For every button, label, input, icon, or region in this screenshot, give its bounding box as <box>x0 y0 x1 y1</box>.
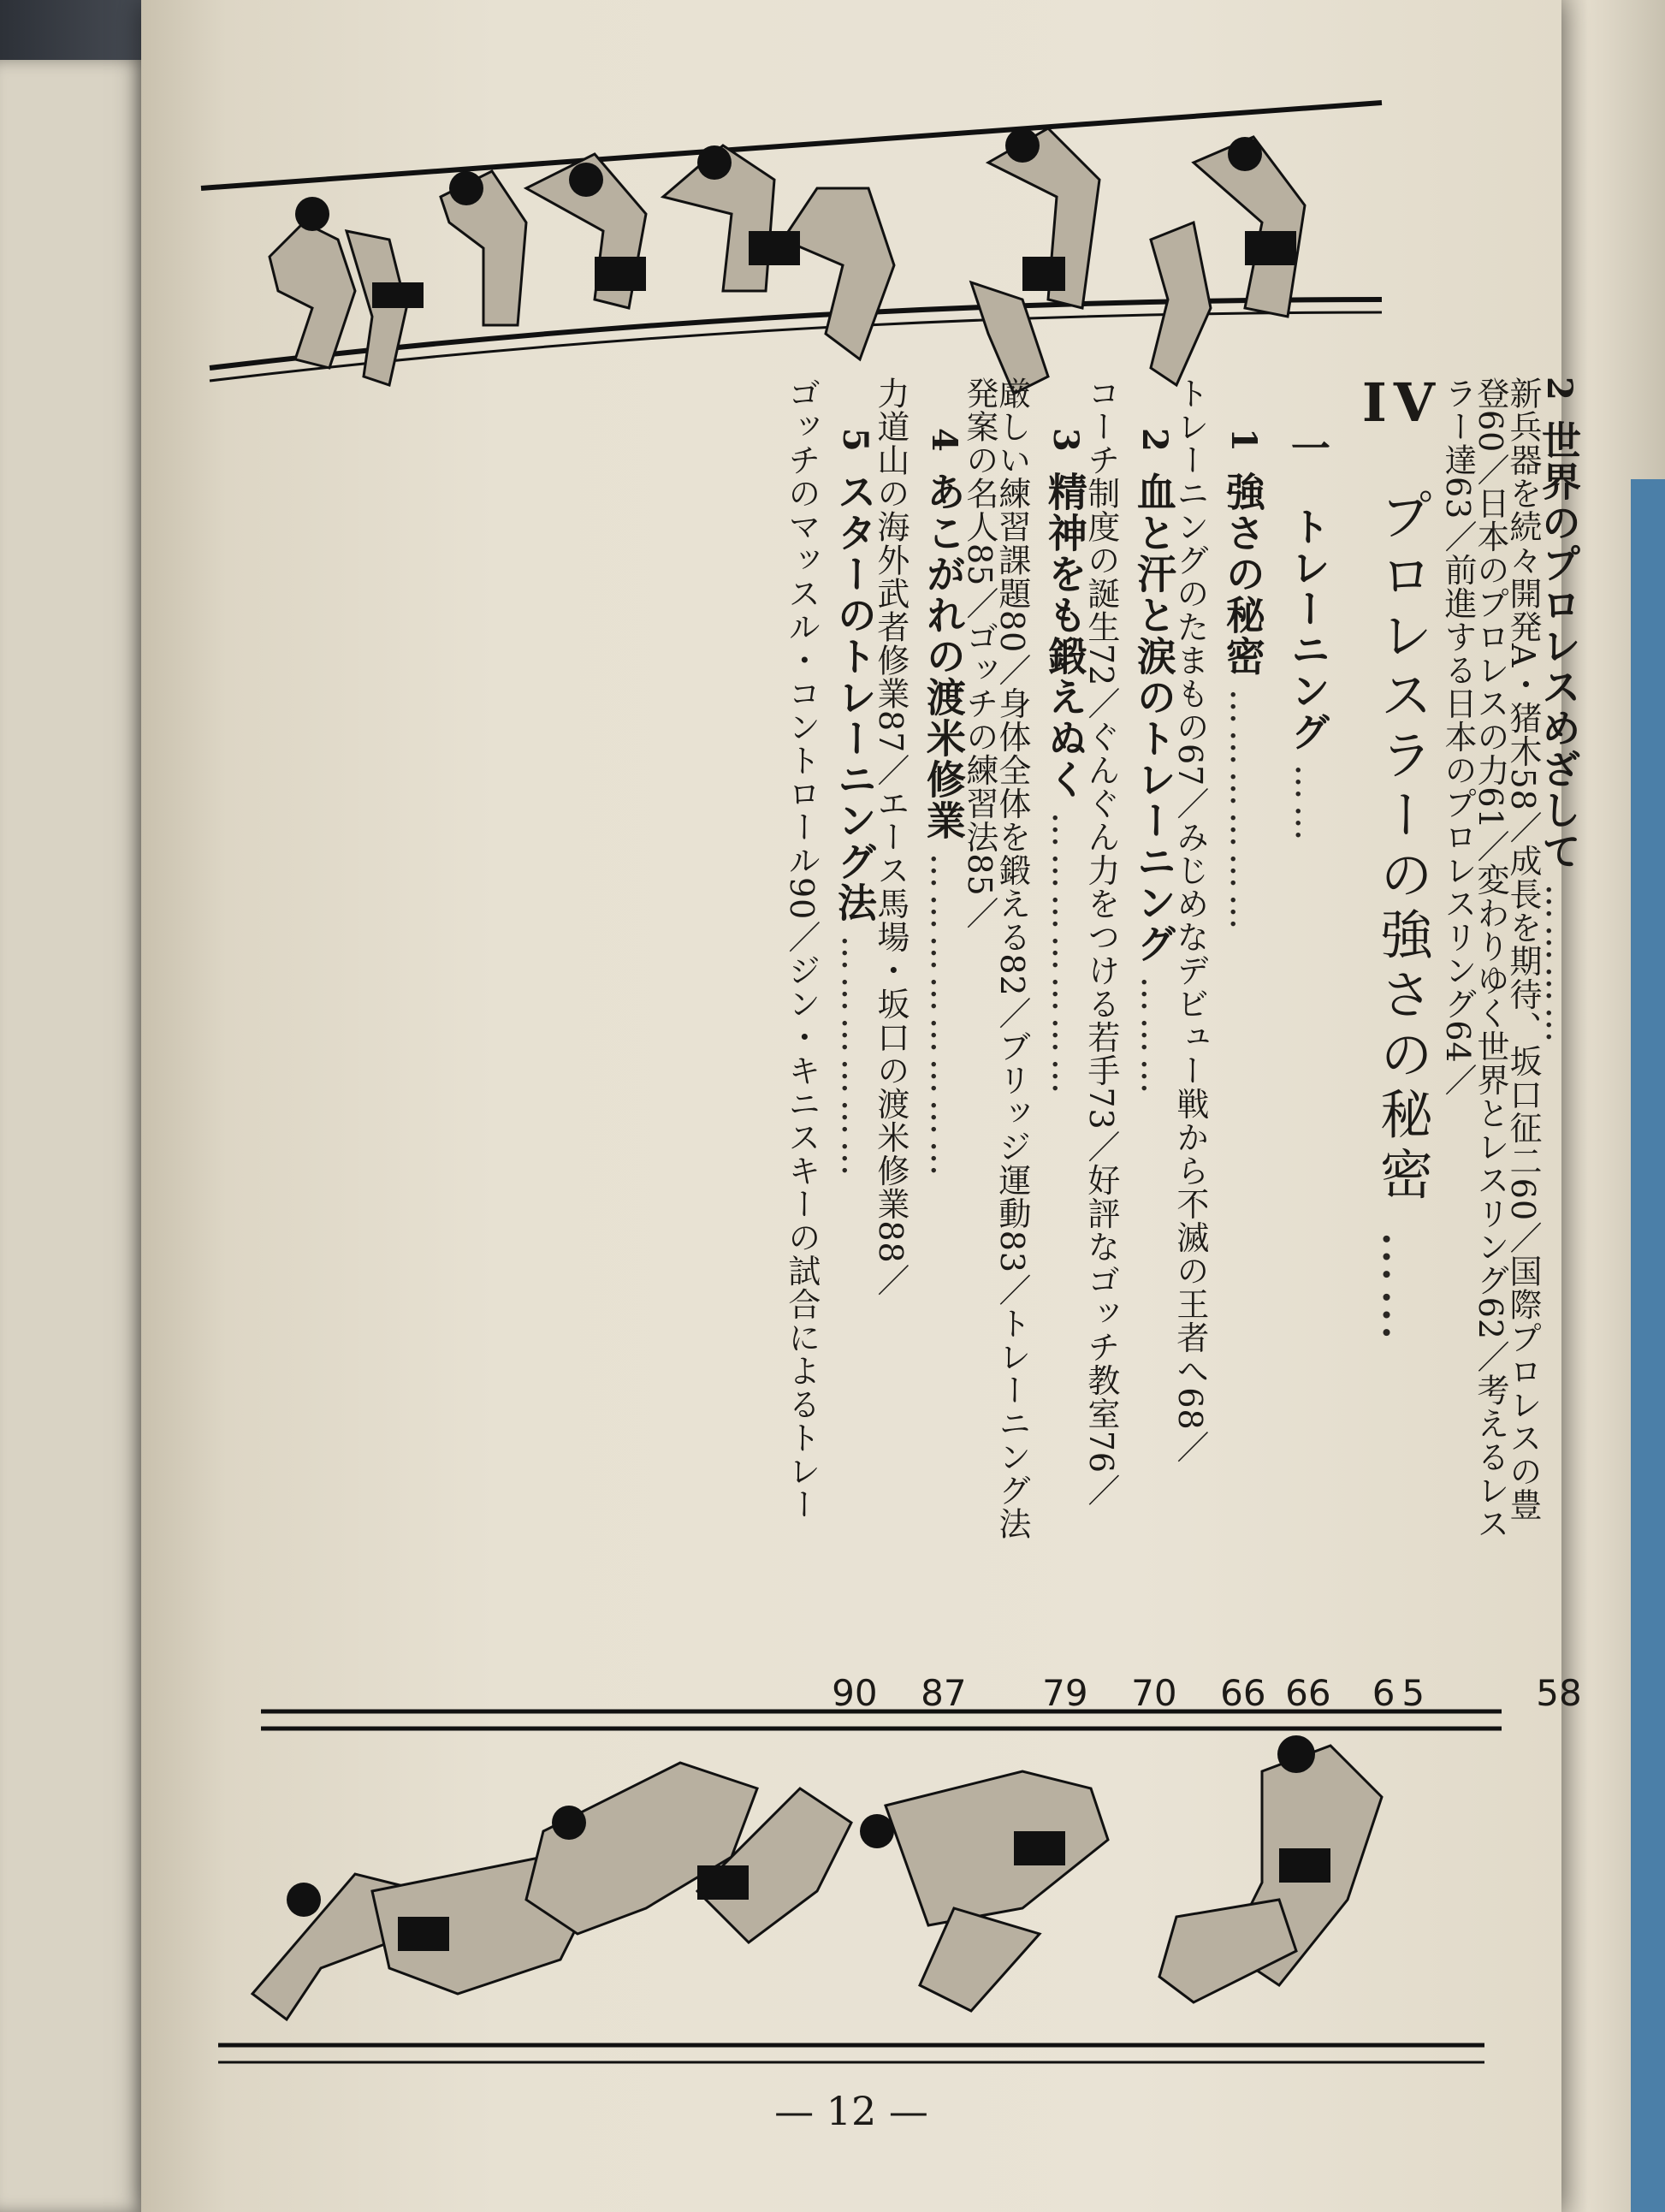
part-title: プロレスラーの強さの秘密 <box>1371 487 1434 1207</box>
toc-subentries: ラー達63／前進する日本のプロレスリング64／ <box>1439 377 1477 1097</box>
entry-title: 強さの秘密 <box>1219 471 1266 678</box>
entry-title: 世界のプロレスめざして <box>1536 420 1582 873</box>
book-page <box>141 0 1582 2212</box>
entry-number: 2 <box>1539 377 1579 400</box>
entry-page-number: 79 <box>1042 1672 1088 1714</box>
toc-section-1[interactable] <box>1284 377 1331 1714</box>
leader-dots: …… <box>1287 763 1330 846</box>
toc-entry-70[interactable] <box>1130 377 1177 1714</box>
section-title: トレーニング <box>1284 506 1331 753</box>
toc-subentries: 力道山の海外武者修業87／エース馬場・坂口の渡米修業88／ <box>871 377 910 1297</box>
part-page-number: 65 <box>1372 1672 1432 1714</box>
toc-subentries: コーチ制度の誕生72／ぐんぐん力をつける若手73／好評なゴッチ教室76／ <box>1081 377 1120 1508</box>
toc-subentries: 登60／日本のプロレスの力61／変わりゆく世界とレスリング62／考えるレス <box>1472 377 1509 1541</box>
leader-dots: …… <box>1371 1230 1434 1347</box>
toc-entry-87[interactable] <box>920 377 967 1714</box>
entry-page-number: 90 <box>832 1672 878 1714</box>
leader-dots: …………………… <box>922 852 965 1182</box>
entry-page-number: 58 <box>1536 1672 1582 1714</box>
toc-part-IV[interactable] <box>1361 371 1442 1714</box>
toc-subentries: 厳しい練習課題80／身体全体を鍛える82／ブリッジ運動83／トレーニング法 <box>992 377 1031 1541</box>
leader-dots: ……… <box>1133 976 1176 1100</box>
part-roman-numeral: IV <box>1361 371 1442 434</box>
leader-dots: ………………… <box>1044 811 1087 1100</box>
entry-number: 5 <box>834 428 875 452</box>
section-page-number: 66 <box>1285 1672 1331 1714</box>
page-number: — 12 — <box>774 2088 928 2134</box>
entry-page-number: 66 <box>1220 1672 1266 1714</box>
entry-number: 2 <box>1134 428 1175 452</box>
entry-number: 1 <box>1223 428 1264 452</box>
previous-page-edge <box>0 60 150 2212</box>
entry-title: あこがれの渡米修業 <box>920 471 967 842</box>
toc-subentries: 新兵器を続々開発A・猪木58／成長を期待、坂口征二60／国際プロレスの豊 <box>1504 377 1542 1522</box>
blue-book-spine <box>1631 479 1665 2212</box>
toc-entry-58[interactable] <box>1536 377 1582 1714</box>
entry-title: 精神をも鍛えぬく <box>1041 471 1088 801</box>
toc-subentries: ゴッチのマッスル・コントロール90／ジン・キニスキーの試合によるトレー <box>782 377 821 1521</box>
entry-number: 4 <box>923 428 964 452</box>
top-wrestler-illustration <box>184 86 1484 411</box>
section-number: 一 <box>1284 428 1331 469</box>
entry-number: 3 <box>1045 428 1086 452</box>
toc-entry-79[interactable] <box>1041 377 1088 1714</box>
table-of-contents <box>329 371 1582 1714</box>
toc-entry-66[interactable] <box>1219 377 1266 1714</box>
entry-page-number: 87 <box>921 1672 967 1714</box>
entry-title: スターのトレーニング法 <box>831 471 878 924</box>
bottom-wrestler-illustration <box>184 1703 1519 2071</box>
toc-subentries: トレーニングのたまもの67／みじめなデビュー戦から不滅の王者へ68／ <box>1170 377 1209 1464</box>
leader-dots: ………… <box>1538 883 1580 1048</box>
entry-title: 血と汗と涙のトレーニング <box>1130 471 1177 965</box>
toc-entry-90[interactable] <box>831 377 878 1714</box>
leader-dots: ……………… <box>1222 688 1265 935</box>
entry-page-number: 70 <box>1131 1672 1177 1714</box>
toc-subentries: 発案の名人85／ゴッチの練習法85／ <box>960 377 998 930</box>
leader-dots: ……………… <box>833 934 876 1182</box>
